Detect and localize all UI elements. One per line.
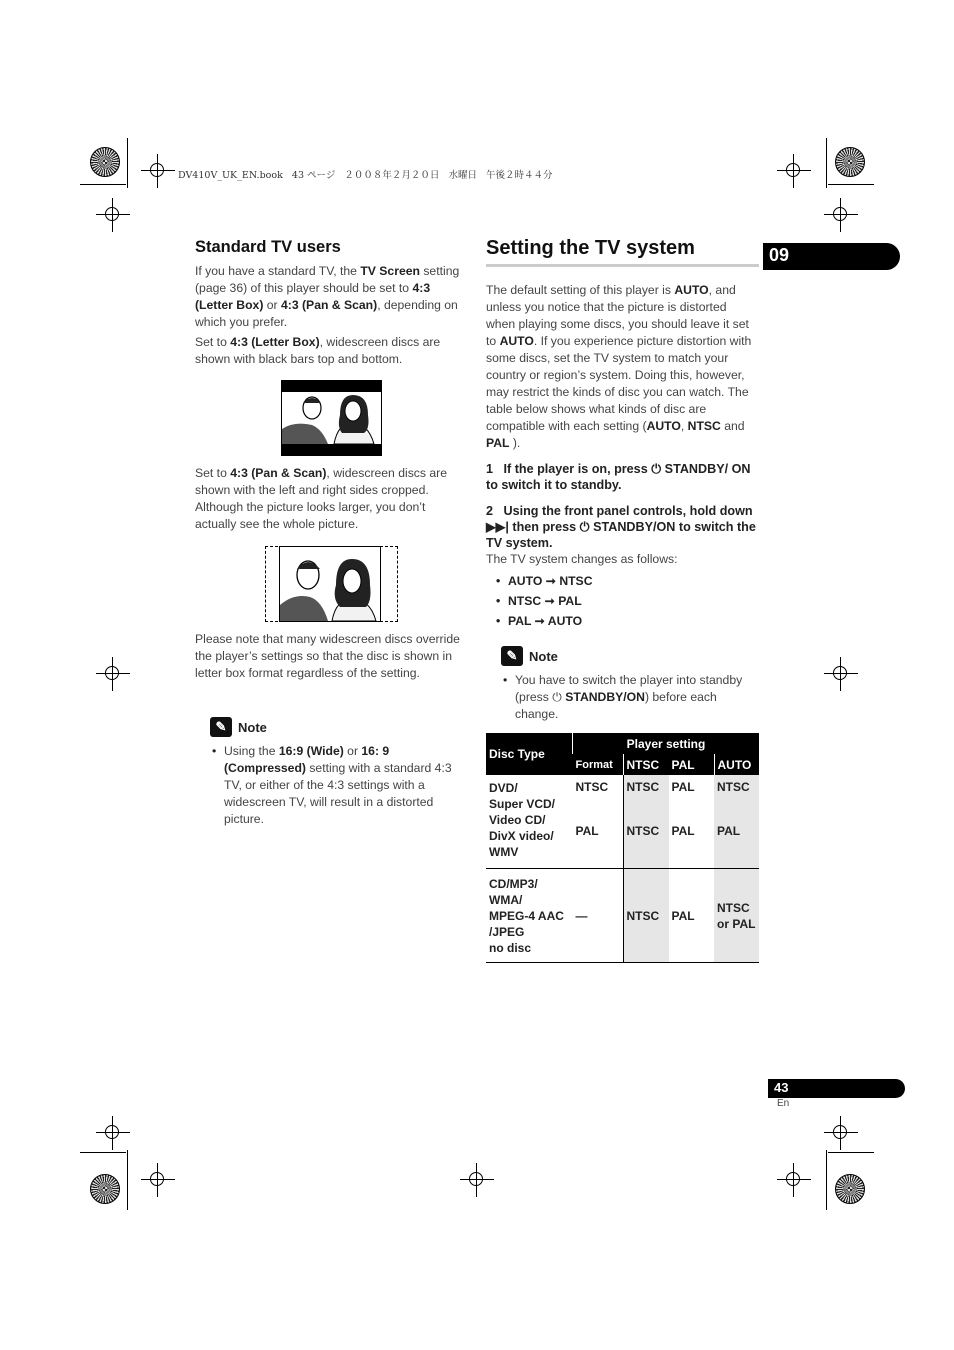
tv-system-table-wrapper bbox=[486, 733, 759, 963]
crop-mark bbox=[826, 1150, 827, 1210]
paragraph: Set to 4:3 (Pan & Scan), widescreen discs are shown with the left and right sides cropped. Although the picture looks larger, you don’t actually see the whole picture. bbox=[195, 466, 447, 531]
list-item: • You have to switch the player into standby (press ⏻ STANDBY/ON) before each change. bbox=[501, 672, 759, 723]
crop-mark bbox=[80, 184, 126, 185]
crosshair-icon bbox=[824, 198, 858, 232]
table-row bbox=[486, 775, 759, 821]
power-icon: ⏻ bbox=[552, 690, 562, 704]
section-heading: Setting the TV system bbox=[486, 237, 695, 259]
crosshair-icon bbox=[141, 154, 175, 188]
table-cell: NTSC bbox=[575, 780, 609, 794]
list-item: • PAL ➞ AUTO bbox=[494, 611, 759, 631]
crosshair-icon bbox=[777, 154, 811, 188]
registration-wheel-icon bbox=[835, 147, 865, 177]
chapter-tab bbox=[763, 243, 900, 270]
print-header-line: DV410V_UK_EN.book 43 ページ ２００８年２月２０日 水曜日 午後２時４４分 bbox=[178, 170, 553, 181]
arrow-right-icon: ➞ bbox=[534, 614, 545, 628]
table-cell: NTSC bbox=[623, 821, 669, 869]
registration-wheel-icon bbox=[90, 147, 120, 177]
pencil-icon: ✎ bbox=[210, 717, 232, 737]
header-ntsc: NTSC bbox=[623, 754, 669, 775]
crop-mark bbox=[826, 138, 827, 188]
note-heading: ✎ Note bbox=[210, 717, 467, 737]
header-auto: AUTO bbox=[714, 754, 759, 775]
chapter-number: 09 bbox=[769, 245, 790, 265]
header-pal: PAL bbox=[669, 754, 715, 775]
table-cell: NTSC bbox=[623, 775, 669, 821]
paragraph: The TV system changes as follows: bbox=[486, 552, 678, 566]
arrow-right-icon: ➞ bbox=[545, 574, 556, 588]
crop-mark bbox=[127, 1150, 128, 1210]
paragraph: Please note that many widescreen discs override the player’s settings so that the disc is shown in letter box format regardless of the setting. bbox=[195, 632, 460, 680]
table-cell: — bbox=[575, 908, 588, 923]
right-column bbox=[486, 237, 759, 631]
table-cell: PAL bbox=[671, 824, 695, 838]
crosshair-icon bbox=[777, 1163, 811, 1197]
list-item: • NTSC ➞ PAL bbox=[494, 591, 759, 611]
registration-wheel-icon bbox=[835, 1174, 865, 1204]
pencil-icon: ✎ bbox=[501, 646, 523, 666]
registration-wheel-icon bbox=[90, 1174, 120, 1204]
crop-mark bbox=[828, 1152, 874, 1153]
header-player-setting: Player setting bbox=[573, 733, 760, 754]
table-cell: PAL bbox=[575, 824, 599, 838]
crop-mark bbox=[80, 1152, 126, 1153]
heading-rule bbox=[486, 264, 759, 267]
crosshair-icon bbox=[460, 1163, 494, 1197]
step-2: 2 Using the front panel controls, hold down ▶▶| then press ⏻ STANDBY/ON to switch the TV system. bbox=[486, 504, 756, 550]
note-heading: ✎ Note bbox=[501, 646, 759, 666]
crop-mark bbox=[828, 184, 874, 185]
next-track-icon: ▶▶| bbox=[486, 520, 509, 534]
note-list bbox=[210, 743, 467, 828]
table-cell: NTSC bbox=[623, 869, 669, 963]
paragraph: Set to 4:3 (Letter Box), widescreen discs are shown with black bars top and bottom. bbox=[195, 335, 441, 366]
paragraph: If you have a standard TV, the TV Screen setting (page 36) of this player should be set to 4:3 (Letter Box) or 4:3 (Pan & Scan), depending on which you prefer. bbox=[195, 264, 460, 329]
page-language: En bbox=[777, 1098, 790, 1109]
table-row bbox=[486, 869, 759, 963]
tv-system-table bbox=[486, 733, 759, 963]
section-heading: Standard TV users bbox=[195, 238, 341, 256]
power-icon: ⏻ bbox=[579, 520, 590, 534]
header-format: Format bbox=[573, 754, 624, 775]
list-item: • AUTO ➞ NTSC bbox=[494, 571, 759, 591]
list-item: • Using the 16:9 (Wide) or 16: 9 (Compressed) setting with a standard 4:3 TV, or either of the 4:3 settings with a widescreen TV, will result in a distorted picture. bbox=[210, 743, 467, 828]
crosshair-icon bbox=[96, 657, 130, 691]
page-number: 43 bbox=[774, 1080, 789, 1095]
sequence-list bbox=[494, 571, 759, 631]
disc-cell: CD/MP3/ WMA/ MPEG-4 AAC /JPEG no disc bbox=[489, 877, 564, 955]
table-cell: PAL bbox=[671, 780, 695, 794]
paragraph: The default setting of this player is AUTO, and unless you notice that the picture is distorted when playing some discs, you should leave it set to AUTO. If you experience picture distortion with some discs, set the TV system to match your country or region’s system. Doing this, however, may restrict the kinds of disc you can watch. The table below shows what kinds of disc are compatible with each setting (AUTO, NTSC and PAL ). bbox=[486, 283, 752, 450]
crosshair-icon bbox=[96, 198, 130, 232]
step-1: 1 If the player is on, press ⏻ STANDBY/ ON to switch it to standby. bbox=[486, 462, 751, 492]
table-cell: NTSC or PAL bbox=[714, 869, 759, 963]
table-cell: PAL bbox=[714, 821, 759, 869]
crosshair-icon bbox=[96, 1116, 130, 1150]
header-disc-type: Disc Type bbox=[486, 733, 573, 775]
crosshair-icon bbox=[824, 657, 858, 691]
note-box bbox=[210, 717, 467, 828]
letterbox-illustration bbox=[281, 380, 382, 456]
note-list bbox=[501, 672, 759, 723]
crosshair-icon bbox=[824, 1116, 858, 1150]
table-cell: NTSC bbox=[714, 775, 759, 821]
page-number-tab bbox=[768, 1079, 905, 1098]
power-icon: ⏻ bbox=[651, 462, 662, 476]
crop-mark bbox=[127, 138, 128, 188]
arrow-right-icon: ➞ bbox=[544, 594, 555, 608]
left-column bbox=[195, 238, 467, 368]
crosshair-icon bbox=[141, 1163, 175, 1197]
table-cell: PAL bbox=[671, 908, 695, 923]
disc-cell: DVD/ Super VCD/ Video CD/ DivX video/ WMV bbox=[486, 775, 573, 869]
panscan-illustration bbox=[265, 546, 398, 622]
note-box bbox=[501, 646, 759, 723]
